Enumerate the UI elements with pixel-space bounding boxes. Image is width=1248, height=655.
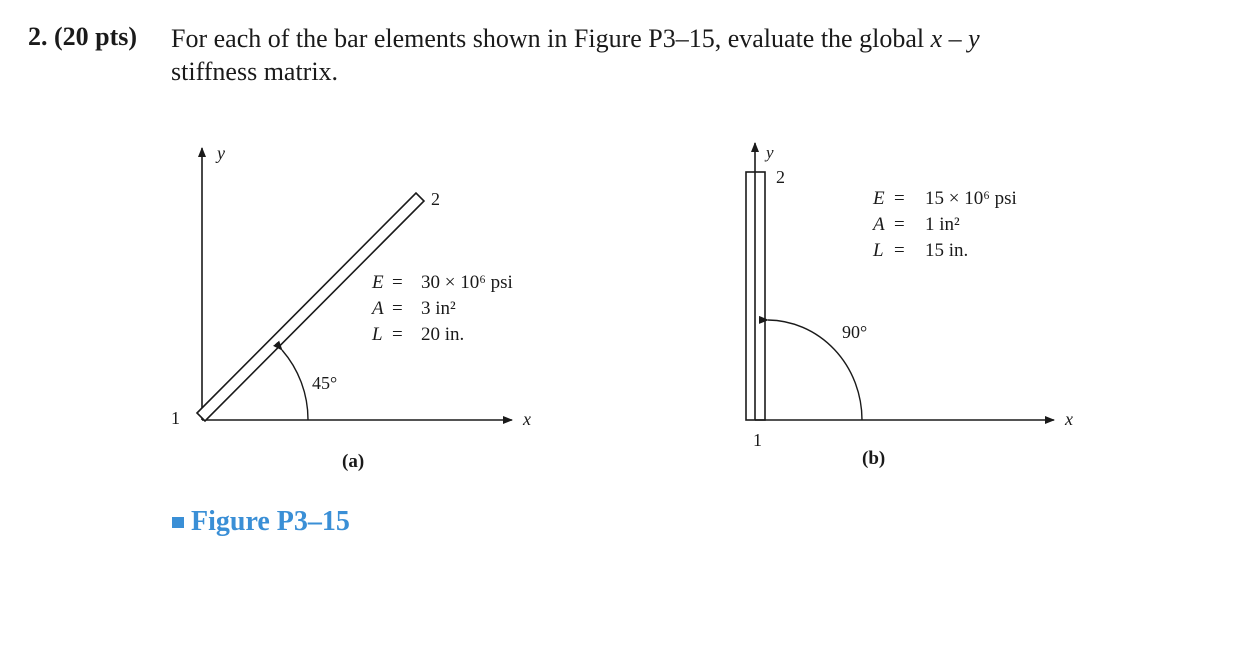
- var-x: x: [930, 24, 943, 53]
- fig-a-A-value: 3 in²: [421, 298, 456, 319]
- caption-text: Figure P3–15: [191, 506, 350, 537]
- fig-a-E-eq: =: [392, 272, 403, 293]
- fig-b-angle-label: 90°: [842, 322, 868, 342]
- fig-b-L-symbol: L: [873, 240, 884, 261]
- dash: –: [948, 24, 962, 53]
- fig-a-x-label: x: [523, 409, 531, 429]
- fig-b-A-value: 1 in²: [925, 214, 960, 235]
- caption-square-icon: [172, 517, 184, 528]
- fig-a-node-1: 1: [171, 408, 180, 428]
- fig-a-sublabel: (a): [342, 451, 365, 472]
- fig-a-E-symbol: E: [372, 272, 384, 293]
- fig-b-L-eq: =: [894, 240, 905, 261]
- fig-a-y-label: y: [217, 143, 225, 163]
- fig-b-L-value: 15 in.: [925, 240, 969, 261]
- fig-a-A-symbol: A: [372, 298, 384, 319]
- question-number: 2. (20 pts): [28, 22, 138, 51]
- fig-b-x-label: x: [1065, 409, 1073, 429]
- fig-b-y-label: y: [766, 143, 774, 162]
- fig-b-node-2: 2: [776, 167, 785, 187]
- fig-b-sublabel: (b): [862, 448, 886, 469]
- fig-a-L-eq: =: [392, 324, 403, 345]
- question-text-post: stiffness matrix.: [171, 57, 339, 86]
- fig-b-E-eq: =: [894, 188, 905, 209]
- fig-b-A-symbol: A: [873, 214, 885, 235]
- fig-a-A-eq: =: [392, 298, 403, 319]
- fig-a-angle-arc: [282, 350, 308, 420]
- figure-b: [746, 143, 1073, 469]
- fig-b-E-value: 15 × 10⁶ psi: [925, 188, 1017, 209]
- fig-a-L-value: 20 in.: [421, 324, 465, 345]
- fig-a-angle-label: 45°: [312, 373, 338, 393]
- fig-a-E-value: 30 × 10⁶ psi: [421, 272, 513, 293]
- figure-caption: [172, 506, 350, 538]
- var-y: y: [968, 24, 980, 53]
- fig-a-L-symbol: L: [372, 324, 383, 345]
- fig-a-node-2: 2: [431, 189, 440, 209]
- fig-b-E-symbol: E: [873, 188, 885, 209]
- fig-a-bar-element: [197, 193, 424, 421]
- figure-a: [171, 143, 531, 472]
- question-text-pre: For each of the bar elements shown in Figure P3–15, evaluate the global: [171, 24, 925, 53]
- fig-b-node-1: 1: [753, 430, 762, 450]
- fig-b-A-eq: =: [894, 214, 905, 235]
